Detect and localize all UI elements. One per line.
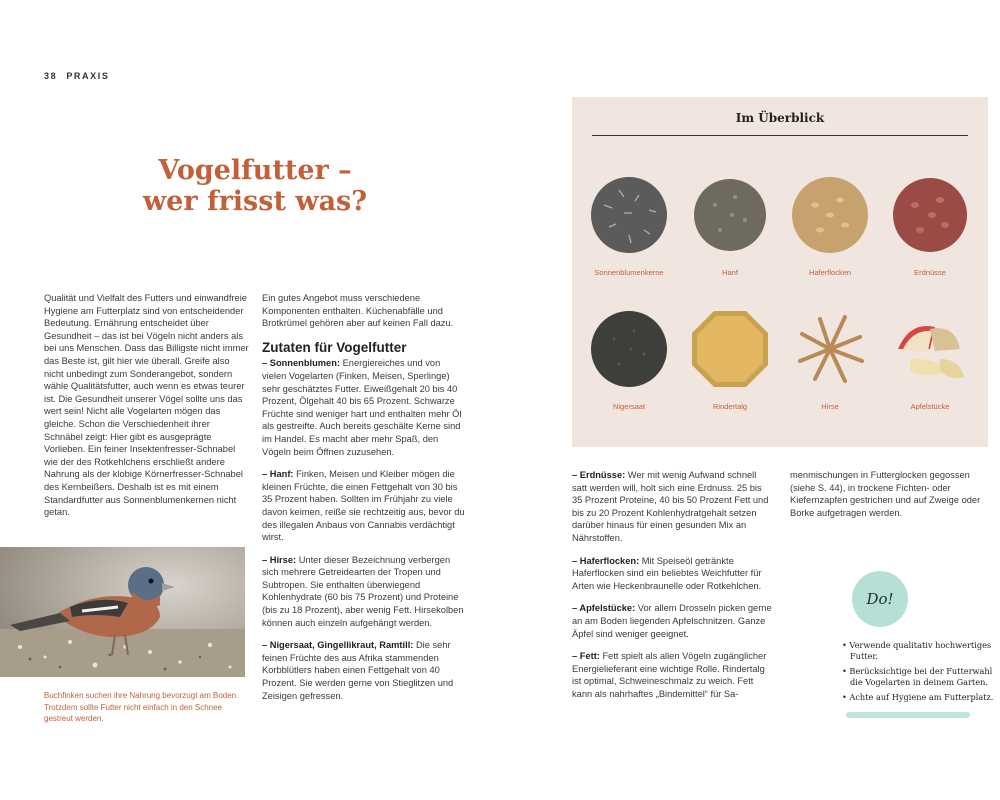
do-list-item: • Berücksichtige bei der Futterwahl die Vogelarten in deinem Garten. xyxy=(842,666,993,687)
ingredient-text: Die sehr feinen Früchte des aus Afrika stammenden Korbblütlers haben einen Fettgehalt von 40 Prozent. Sie werden gerne von Stieglitzen und Zeisigen gefressen. xyxy=(262,640,454,701)
seed-sunflower xyxy=(589,175,669,277)
seed-label: Sonnenblumenkerne xyxy=(594,268,664,277)
ingredient-text: Mit Speiseöl getränkte Haferflocken sind ein beliebtes Weichfutter für Arten wie Heckenbraunelle oder Rotkehlchen. xyxy=(572,555,762,591)
title-line-1: Vogelfutter – xyxy=(158,155,352,186)
millet-icon xyxy=(790,309,870,389)
oat-flakes-icon xyxy=(790,175,870,255)
ingredient-text: Vor allem Drosseln picken gerne an am Boden liegenden Apfelschnitzen. Ganze Äpfel sind weniger geeignet. xyxy=(572,603,772,639)
ingredient-text: Unter dieser Bezeichnung verbergen sich mehrere Getreidearten der Tropen und Subtropen. Sie enthalten überwiegend Kohlenhydrate (60 bis 75 Prozent) und Proteine (bis zu 18 Prozent), aber wenig Fett. Hirsekolben können auch einzeln aufgehängt werden. xyxy=(262,554,464,628)
column-4 xyxy=(790,469,985,529)
ingredient-item xyxy=(262,357,465,458)
photo-caption: Buchfinken suchen ihre Nahrung bevorzugt am Boden. Trotzdem sollte Futter nicht einfach in den Schnee gestreut werden. xyxy=(44,691,239,723)
tallow-shape-inner xyxy=(697,316,763,382)
seed-label: Erdnüsse xyxy=(914,268,946,277)
ingredient-text: Energiereiches und von vielen Vogelarten (Finken, Meisen, Sperlinge) sehr geschätztes Futter. Eiweißgehalt 20 bis 40 Prozent, Ölgehalt 40 bis 65 Prozent. Schwarze Früchte sind weniger hart und enthalten mehr Öl als gestreifte. Auch bereits geschälte Kerne sind im Handel. Es macht aber mehr Spaß, den Vögeln beim Öffnen zuzusehen. xyxy=(262,358,462,457)
seed-label: Haferflocken xyxy=(808,268,852,277)
ingredient-item xyxy=(262,554,465,630)
overview-divider xyxy=(592,135,968,136)
seed-label: Nigersaat xyxy=(612,402,646,411)
beef-tallow-icon xyxy=(690,309,770,389)
ingredient-term: – Haferflocken: xyxy=(572,555,640,566)
components-paragraph: Ein gutes Angebot muss verschiedene Komponenten enthalten. Küchenabfälle und Brotkrümel gehören aber auf keinen Fall dazu. xyxy=(262,293,454,329)
ingredient-term: – Fett: xyxy=(572,651,600,662)
ingredient-item xyxy=(572,469,772,545)
chaffinch-photo xyxy=(0,547,245,677)
seed-niger xyxy=(589,309,669,411)
do-box-underline xyxy=(846,712,970,718)
intro-paragraph: Qualität und Vielfalt des Futters und einwandfreie Hygiene am Futterplatz sind von entscheidender Bedeutung. Ernährung entscheidet über Gesundheit – das ist bei Vögeln nicht anders als bei uns Menschen. Dass das Billigste nicht immer das Beste ist, gilt hier wie überall. Greife also nicht unbedingt zum Sonderangebot, sondern wähle Qualitätsfutter, auch wenn es etwas teurer ist. Die Gesundheit unserer Vögel sollte uns das wert sein! Nicht alle Vogelarten mögen das gleiche. Schon die Verschiedenheit ihrer Schnäbel zeigt: Hier gibt es ausgeprägte Vorlieben. Ein feiner Insektenfresser-Schnabel wie der des Rotkehlchens erschließt andere Nahrung als der klobige Körnerfresser-Schnabel des Kernbeißers. Deshalb ist es mit einem Standardfutter aus Sonnenblumenkernen nicht getan. xyxy=(44,293,249,518)
ingredient-item xyxy=(262,639,465,702)
niger-seeds-icon xyxy=(589,309,669,389)
chaffinch-illustration xyxy=(0,547,245,677)
do-list xyxy=(842,640,997,707)
do-list-item: • Achte auf Hygiene am Futterplatz. xyxy=(842,692,994,702)
overview-title: Im Überblick xyxy=(735,111,825,125)
peanuts-icon xyxy=(890,175,970,255)
column-2 xyxy=(262,292,465,712)
hemp-seeds-icon xyxy=(690,175,770,255)
continuation-paragraph: menmischungen in Futterglocken gegossen (siehe S. 44), in trockene Fichten- oder Kiefernzapfen gestrichen und auf Zweige oder Borke aufgetragen werden. xyxy=(790,470,981,518)
page-title xyxy=(100,155,410,217)
section-label: PRAXIS xyxy=(66,71,110,81)
seed-label: Hirse xyxy=(821,402,839,411)
overview-panel xyxy=(572,97,988,447)
ingredient-text: Finken, Meisen und Kleiber mögen die kleinen Früchte, die einen Fettgehalt von 30 bis 35 Prozent haben. Sollten im Frühjahr zu viele davon keimen, reiße sie rechtzeitig aus, bevor du des illegalen Anbaus von Cannabis verdächtigt wirst. xyxy=(262,469,465,543)
ingredient-term: – Hanf: xyxy=(262,469,294,480)
ingredient-term: – Apfelstücke: xyxy=(572,603,636,614)
ingredient-term: – Nigersaat, Gingellikraut, Ramtill: xyxy=(262,640,414,651)
column-3 xyxy=(572,469,772,711)
page-number: 38 xyxy=(44,71,58,81)
title-line-2: wer frisst was? xyxy=(142,186,368,217)
ingredient-item xyxy=(262,468,465,544)
ingredient-text: Fett spielt als allen Vögeln zugänglicher Energielieferant eine wichtige Rolle. Rindertalg ist optimal, Schweineschmalz zu weich. Fett kann als nahrhaftes „Bindemittel“ für Sa- xyxy=(572,651,767,699)
seed-tallow xyxy=(690,309,770,411)
do-list-item: • Verwende qualitativ hochwertiges Futter. xyxy=(842,640,992,661)
seed-apple xyxy=(890,309,970,411)
ingredient-item xyxy=(572,555,772,593)
seed-label: Apfelstücke xyxy=(910,402,950,411)
do-badge xyxy=(852,571,908,627)
seed-pile-shape xyxy=(591,311,667,387)
ingredient-term: – Hirse: xyxy=(262,554,297,565)
column-1 xyxy=(44,292,249,529)
seed-pile-shape xyxy=(591,177,667,253)
seed-oats xyxy=(790,175,870,277)
ingredient-item xyxy=(572,650,772,700)
apple-pieces-icon xyxy=(890,309,970,389)
page-header xyxy=(44,71,114,81)
seed-hemp xyxy=(690,175,770,277)
ingredient-term: – Sonnenblumen: xyxy=(262,358,340,369)
millet-sprigs xyxy=(800,317,862,381)
do-badge-text: Do! xyxy=(866,590,894,608)
seed-peanuts xyxy=(890,175,970,277)
seed-millet xyxy=(790,309,870,411)
ingredient-term: – Erdnüsse: xyxy=(572,470,626,480)
sunflower-seeds-icon xyxy=(589,175,669,255)
ingredient-text: Wer mit wenig Aufwand schnell satt werden will, holt sich eine Erdnuss. 25 bis 35 Prozent Proteine, 40 bis 50 Prozent Fett und bis zu 20 Prozent Kohlenhydratgehalt setzen darüber hinaus für einen gesunden Mix an Nährstoffen. xyxy=(572,470,769,543)
seed-label: Rindertalg xyxy=(712,402,748,411)
seed-label: Hanf xyxy=(722,268,738,277)
ingredients-subhead: Zutaten für Vogelfutter xyxy=(262,339,407,355)
ingredient-item xyxy=(572,602,772,640)
